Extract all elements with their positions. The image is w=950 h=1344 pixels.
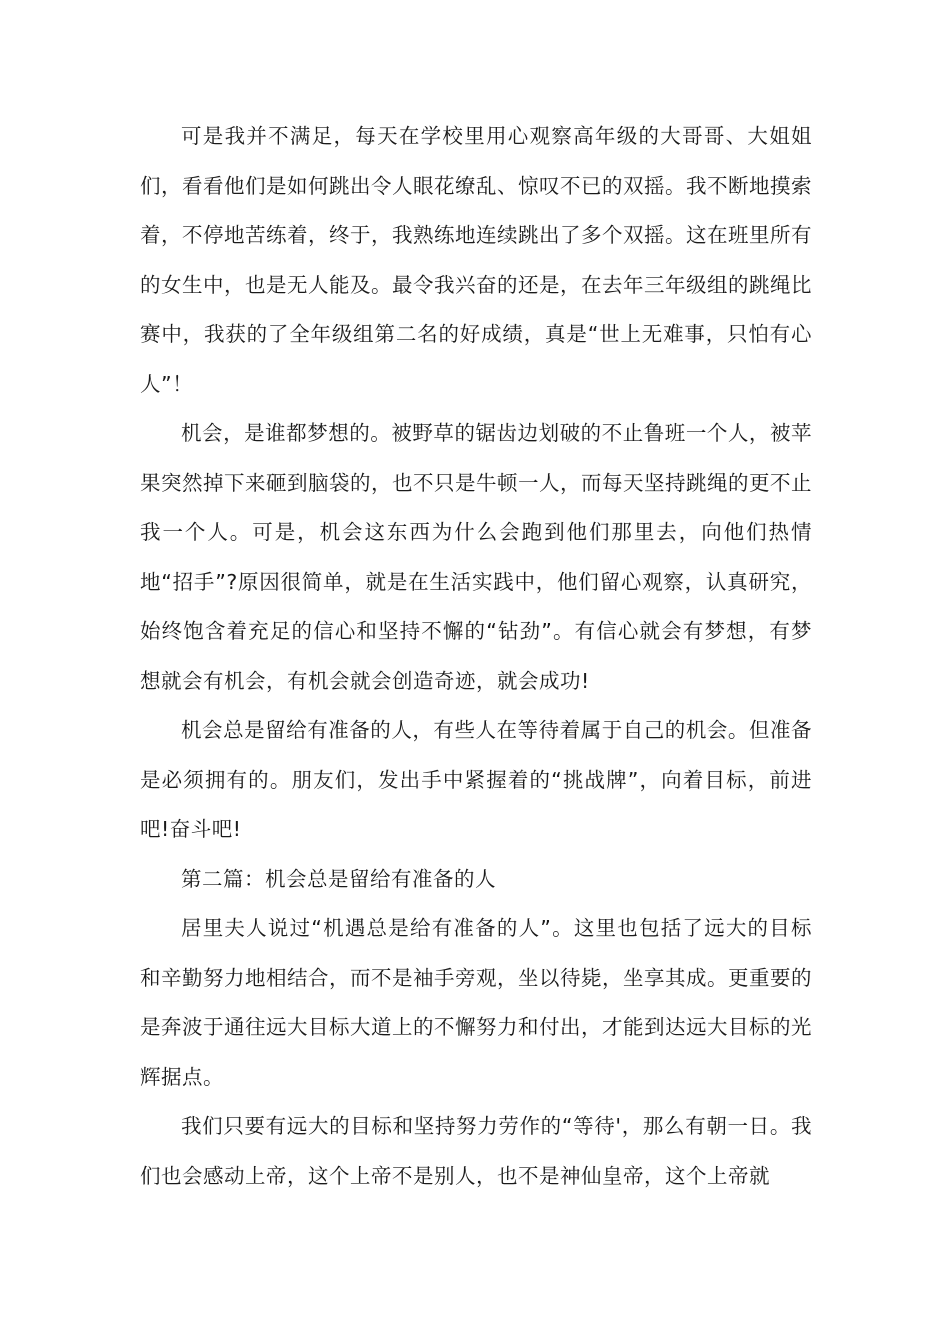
paragraph-4: 居里夫人说过“机遇总是给有准备的人”。这里也包括了远大的目标和辛勤努力地相结合，而不是袖手旁观，坐以待毙，坐享其成。更重要的是奔波于通往远大目标大道上的不懈努力和付出，才能到达远大目标的光辉据点。 <box>140 916 812 1089</box>
paragraph-3: 机会总是留给有准备的人，有些人在等待着属于自己的机会。但准备是必须拥有的。朋友们，发出手中紧握着的“挑战牌”，向着目标，前进吧!奋斗吧! <box>140 718 812 841</box>
paragraph-1: 可是我并不满足，每天在学校里用心观察高年级的大哥哥、大姐姐们，看看他们是如何跳出令人眼花缭乱、惊叹不已的双摇。我不断地摸索着，不停地苦练着，终于，我熟练地连续跳出了多个双摇。这在班里所有的女生中，也是无人能及。最令我兴奋的还是，在去年三年级组的跳绳比赛中，我获的了全年级组第二名的好成绩，真是“世上无难事，只怕有心人”！ <box>140 124 812 396</box>
section-heading: 第二篇：机会总是留给有准备的人 <box>181 866 496 891</box>
paragraph-5: 我们只要有远大的目标和坚持努力劳作的“等待'，那么有朝一日。我们也会感动上帝，这个上帝不是别人，也不是神仙皇帝，这个上帝就 <box>140 1114 812 1188</box>
paragraph-2: 机会，是谁都梦想的。被野草的锯齿边划破的不止鲁班一个人，被苹果突然掉下来砸到脑袋的，也不只是牛顿一人，而每天坚持跳绳的更不止我一个人。可是，机会这东西为什么会跑到他们那里去，向他们热情地“招手”?原因很简单，就是在生活实践中，他们留心观察，认真研究，始终饱含着充足的信心和坚持不懈的“钻劲”。有信心就会有梦想，有梦想就会有机会，有机会就会创造奇迹，就会成功! <box>140 421 812 693</box>
document-body <box>140 112 812 1201</box>
